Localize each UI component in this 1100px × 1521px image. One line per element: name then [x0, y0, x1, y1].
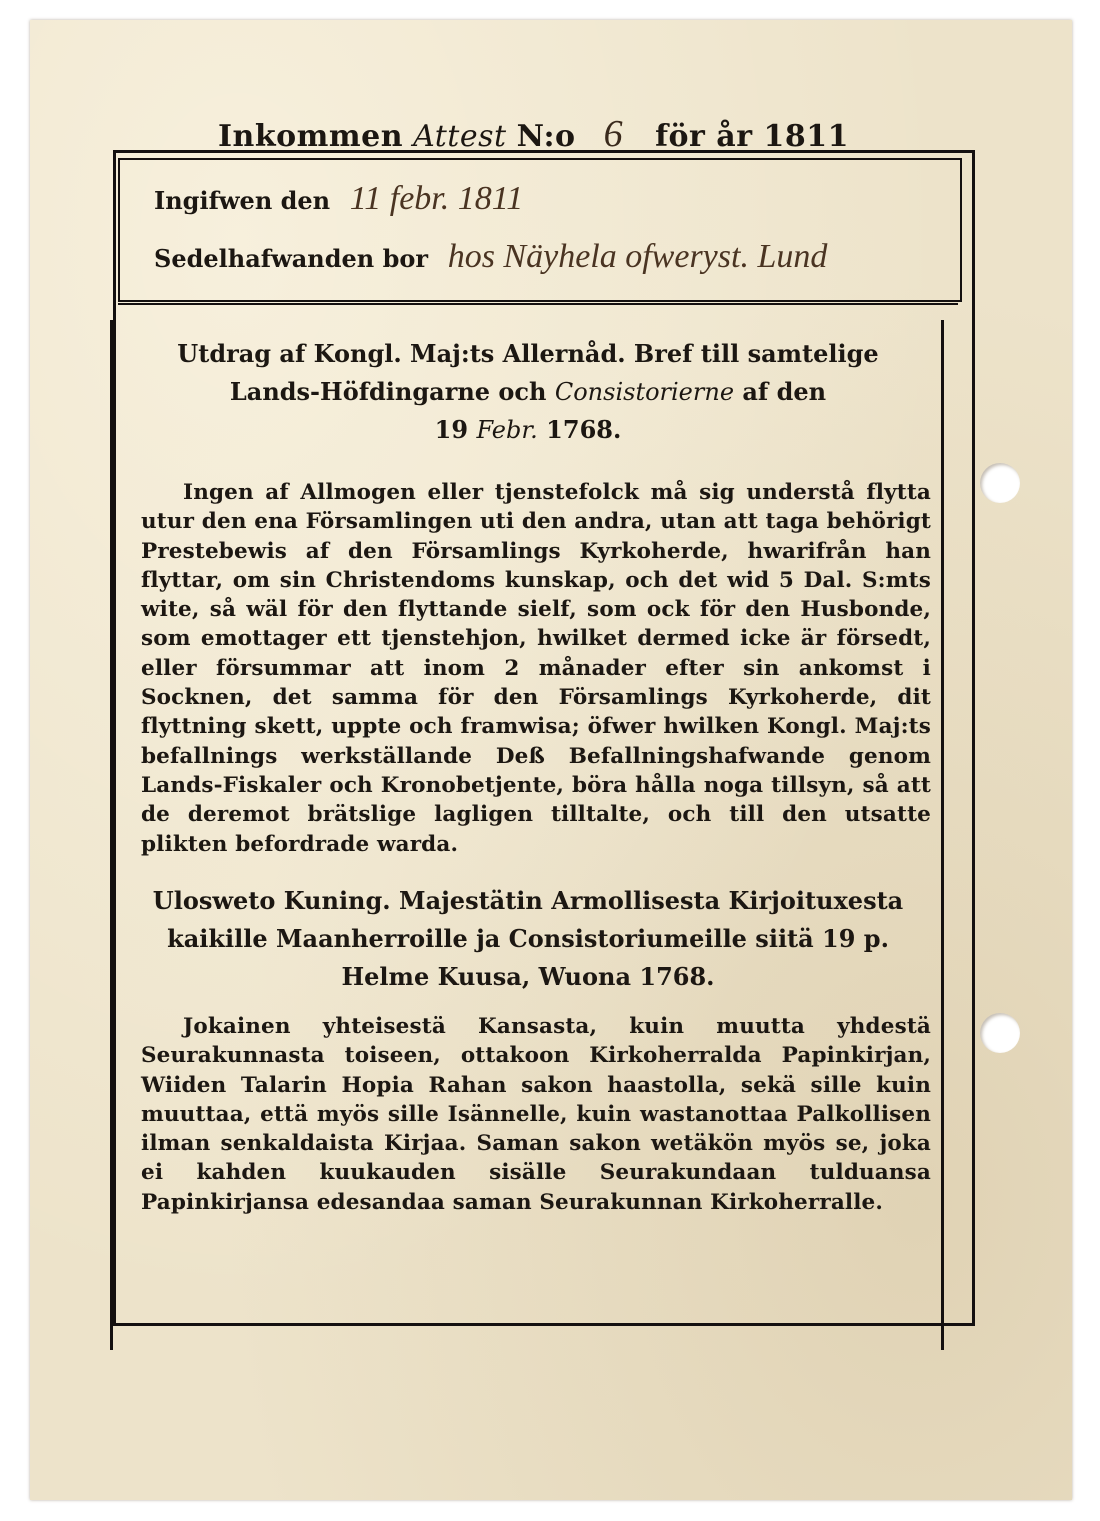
residence-label: Sedelhafwanden bor	[154, 244, 429, 273]
finnish-title-line-2: kaikille Maanherroille ja Consistoriumeille siitä 19 p.	[167, 924, 889, 953]
text-frame	[110, 320, 944, 1350]
header-year: för år 1811	[655, 119, 849, 154]
finnish-body: Jokainen yhteisestä Kansasta, kuin muutta yhdestä Seurakunnasta toiseen, ottakoon Kirkoherralda Papinkirjan, Wiiden Talarin Hopia Rahan sakon haastolla, sekä sille kuin muuttaa, että myös sille Isännelle, kuin wastanottaa Palkollisen ilman senkaldaista Kirjaa. Saman sakon wetäkön myös se, joka ei kahden kuukauden sisälle Seurakundaan tulduansa Papinkirjansa edesandaa saman Seurakunnan Kirkoherralle.	[141, 1014, 931, 1215]
finnish-paragraph	[141, 1012, 931, 1217]
punch-hole-lower	[980, 1013, 1020, 1053]
swedish-title-line-1: Utdrag af Kongl. Maj:ts Allernåd. Bref till samtelige	[177, 339, 879, 368]
registration-box	[118, 158, 962, 302]
header-prefix: Inkommen	[218, 119, 404, 154]
swedish-title-line-2c: af den	[742, 377, 827, 406]
finnish-title	[113, 882, 943, 996]
residence-handwritten: hos Näyhela ofweryst. Lund	[447, 238, 828, 275]
swedish-title-line-3b: Febr.	[476, 416, 538, 444]
punch-hole-upper	[980, 463, 1020, 503]
date-handwritten: 11 febr. 1811	[349, 180, 524, 217]
swedish-title-line-2	[113, 373, 943, 411]
swedish-title-line-3c: 1768.	[546, 415, 622, 444]
finnish-title-line-1: Ulosweto Kuning. Majestätin Armollisesta Kirjoituxesta	[152, 886, 904, 915]
date-label: Ingifwen den	[154, 186, 331, 215]
swedish-title	[113, 335, 943, 449]
registration-residence-line	[154, 238, 827, 276]
swedish-title-line-3a: 19	[434, 415, 469, 444]
swedish-title-line-2b: Consistorierne	[554, 378, 735, 406]
section-divider	[118, 303, 958, 305]
finnish-title-line-3: Helme Kuusa, Wuona 1768.	[341, 962, 715, 991]
header-attest: Attest	[413, 119, 507, 154]
header-number-handwritten: 6	[603, 113, 624, 155]
swedish-paragraph	[141, 478, 931, 859]
registration-date-line	[154, 180, 523, 218]
swedish-body: Ingen af Allmogen eller tjenstefolck må sig understå flytta utur den ena Församlingen uti den andra, utan att taga behörigt Prestebewis af den Församlings Kyrkoherde, hwarifrån han flyttar, om sin Christendoms kunskap, och det wid 5 Dal. S:mts wite, så wäl för den flyttande sielf, som ock för den Husbonde, som emottager ett tjenstehjon, hwilket dermed icke är försedt, eller försummar att inom 2 månader efter sin ankomst i Socknen, det samma för den Församlings Kyrkoherde, dit flyttning skett, uppte och framwisa; öfwer hwilken Kongl. Maj:ts befallnings werkställande Deß Befallningshafwande genom Lands-Fiskaler och Kronobetjente, böra hålla noga tillsyn, så att de deremot brätslige lagligen tilltalte, och till den utsatte plikten befordrade warda.	[141, 480, 931, 857]
swedish-title-line-2a: Lands-Höfdingarne och	[229, 377, 547, 406]
swedish-title-line-3	[113, 411, 943, 449]
header-no: N:o	[516, 119, 576, 154]
